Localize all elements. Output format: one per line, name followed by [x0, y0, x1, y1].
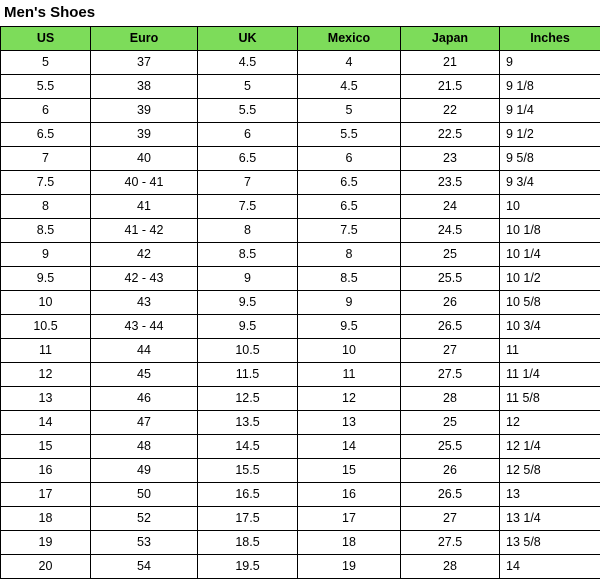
cell-inches: 9 1/8	[500, 75, 600, 99]
cell-mexico: 11	[298, 363, 401, 387]
cell-euro: 45	[91, 363, 198, 387]
cell-euro: 39	[91, 123, 198, 147]
cell-inches: 10 1/4	[500, 243, 600, 267]
cell-mexico: 9.5	[298, 315, 401, 339]
table-row	[1, 483, 600, 507]
cell-us: 5.5	[1, 75, 91, 99]
table-row	[1, 195, 600, 219]
cell-mexico: 5.5	[298, 123, 401, 147]
table-row	[1, 267, 600, 291]
cell-uk: 14.5	[198, 435, 298, 459]
cell-euro: 50	[91, 483, 198, 507]
table-row	[1, 339, 600, 363]
cell-japan: 23.5	[401, 171, 500, 195]
cell-euro: 41 - 42	[91, 219, 198, 243]
cell-euro: 52	[91, 507, 198, 531]
cell-uk: 8	[198, 219, 298, 243]
cell-euro: 42	[91, 243, 198, 267]
cell-uk: 13.5	[198, 411, 298, 435]
cell-uk: 15.5	[198, 459, 298, 483]
cell-mexico: 7.5	[298, 219, 401, 243]
cell-euro: 47	[91, 411, 198, 435]
cell-us: 8	[1, 195, 91, 219]
cell-uk: 7.5	[198, 195, 298, 219]
cell-us: 10.5	[1, 315, 91, 339]
table-row	[1, 147, 600, 171]
column-header-euro: Euro	[91, 27, 198, 51]
cell-japan: 27	[401, 339, 500, 363]
cell-inches: 10 1/8	[500, 219, 600, 243]
cell-euro: 46	[91, 387, 198, 411]
cell-japan: 25	[401, 411, 500, 435]
cell-mexico: 9	[298, 291, 401, 315]
column-header-inches: Inches	[500, 27, 600, 51]
cell-inches: 11	[500, 339, 600, 363]
cell-japan: 25	[401, 243, 500, 267]
cell-mexico: 19	[298, 555, 401, 579]
cell-inches: 10 3/4	[500, 315, 600, 339]
cell-us: 7.5	[1, 171, 91, 195]
cell-euro: 53	[91, 531, 198, 555]
cell-inches: 13 1/4	[500, 507, 600, 531]
cell-japan: 26.5	[401, 315, 500, 339]
cell-japan: 21	[401, 51, 500, 75]
table-row	[1, 243, 600, 267]
cell-japan: 25.5	[401, 267, 500, 291]
cell-inches: 9 1/2	[500, 123, 600, 147]
cell-us: 18	[1, 507, 91, 531]
cell-japan: 28	[401, 555, 500, 579]
cell-uk: 18.5	[198, 531, 298, 555]
cell-inches: 11 1/4	[500, 363, 600, 387]
cell-euro: 40 - 41	[91, 171, 198, 195]
table-row	[1, 555, 600, 579]
table-row	[1, 387, 600, 411]
column-header-us: US	[1, 27, 91, 51]
cell-us: 7	[1, 147, 91, 171]
cell-euro: 43 - 44	[91, 315, 198, 339]
cell-mexico: 8	[298, 243, 401, 267]
cell-japan: 26	[401, 459, 500, 483]
cell-uk: 11.5	[198, 363, 298, 387]
cell-inches: 10	[500, 195, 600, 219]
cell-inches: 12 5/8	[500, 459, 600, 483]
cell-us: 13	[1, 387, 91, 411]
cell-uk: 4.5	[198, 51, 298, 75]
cell-uk: 17.5	[198, 507, 298, 531]
cell-us: 10	[1, 291, 91, 315]
cell-inches: 9	[500, 51, 600, 75]
cell-mexico: 5	[298, 99, 401, 123]
cell-us: 8.5	[1, 219, 91, 243]
cell-euro: 39	[91, 99, 198, 123]
cell-inches: 14	[500, 555, 600, 579]
cell-euro: 44	[91, 339, 198, 363]
cell-mexico: 6.5	[298, 195, 401, 219]
cell-mexico: 6	[298, 147, 401, 171]
cell-japan: 21.5	[401, 75, 500, 99]
cell-mexico: 16	[298, 483, 401, 507]
cell-us: 20	[1, 555, 91, 579]
cell-us: 16	[1, 459, 91, 483]
table-header	[1, 27, 600, 51]
cell-japan: 26	[401, 291, 500, 315]
cell-mexico: 14	[298, 435, 401, 459]
table-row	[1, 315, 600, 339]
cell-euro: 49	[91, 459, 198, 483]
table-row	[1, 435, 600, 459]
cell-inches: 11 5/8	[500, 387, 600, 411]
cell-japan: 26.5	[401, 483, 500, 507]
cell-uk: 12.5	[198, 387, 298, 411]
cell-japan: 28	[401, 387, 500, 411]
cell-mexico: 17	[298, 507, 401, 531]
cell-japan: 23	[401, 147, 500, 171]
cell-uk: 9	[198, 267, 298, 291]
cell-uk: 19.5	[198, 555, 298, 579]
table-row	[1, 507, 600, 531]
cell-japan: 27.5	[401, 363, 500, 387]
cell-uk: 6.5	[198, 147, 298, 171]
cell-inches: 13	[500, 483, 600, 507]
cell-us: 12	[1, 363, 91, 387]
cell-mexico: 4.5	[298, 75, 401, 99]
cell-japan: 24	[401, 195, 500, 219]
table-row	[1, 99, 600, 123]
cell-inches: 10 5/8	[500, 291, 600, 315]
cell-euro: 54	[91, 555, 198, 579]
cell-us: 6	[1, 99, 91, 123]
cell-japan: 25.5	[401, 435, 500, 459]
cell-mexico: 6.5	[298, 171, 401, 195]
cell-inches: 10 1/2	[500, 267, 600, 291]
cell-us: 17	[1, 483, 91, 507]
table-row	[1, 363, 600, 387]
cell-us: 14	[1, 411, 91, 435]
cell-inches: 12	[500, 411, 600, 435]
table-body	[1, 51, 600, 579]
cell-uk: 8.5	[198, 243, 298, 267]
shoe-size-table	[0, 26, 600, 579]
table-row	[1, 75, 600, 99]
table-row	[1, 123, 600, 147]
cell-euro: 37	[91, 51, 198, 75]
cell-uk: 9.5	[198, 291, 298, 315]
cell-mexico: 12	[298, 387, 401, 411]
cell-us: 6.5	[1, 123, 91, 147]
cell-inches: 9 3/4	[500, 171, 600, 195]
cell-uk: 16.5	[198, 483, 298, 507]
table-row	[1, 51, 600, 75]
cell-uk: 6	[198, 123, 298, 147]
cell-us: 9.5	[1, 267, 91, 291]
cell-inches: 9 1/4	[500, 99, 600, 123]
cell-japan: 27	[401, 507, 500, 531]
table-row	[1, 459, 600, 483]
cell-inches: 13 5/8	[500, 531, 600, 555]
column-header-japan: Japan	[401, 27, 500, 51]
cell-inches: 9 5/8	[500, 147, 600, 171]
cell-euro: 38	[91, 75, 198, 99]
cell-mexico: 18	[298, 531, 401, 555]
cell-mexico: 15	[298, 459, 401, 483]
table-row	[1, 411, 600, 435]
cell-us: 11	[1, 339, 91, 363]
cell-inches: 12 1/4	[500, 435, 600, 459]
cell-uk: 5	[198, 75, 298, 99]
cell-euro: 40	[91, 147, 198, 171]
column-header-mexico: Mexico	[298, 27, 401, 51]
table-row	[1, 171, 600, 195]
cell-euro: 43	[91, 291, 198, 315]
cell-euro: 42 - 43	[91, 267, 198, 291]
cell-us: 5	[1, 51, 91, 75]
page-title: Men's Shoes	[0, 0, 600, 26]
cell-mexico: 8.5	[298, 267, 401, 291]
cell-japan: 27.5	[401, 531, 500, 555]
table-header-row	[1, 27, 600, 51]
cell-japan: 24.5	[401, 219, 500, 243]
cell-euro: 48	[91, 435, 198, 459]
cell-uk: 5.5	[198, 99, 298, 123]
cell-japan: 22.5	[401, 123, 500, 147]
cell-mexico: 10	[298, 339, 401, 363]
cell-mexico: 4	[298, 51, 401, 75]
column-header-uk: UK	[198, 27, 298, 51]
cell-us: 19	[1, 531, 91, 555]
table-row	[1, 531, 600, 555]
cell-japan: 22	[401, 99, 500, 123]
cell-mexico: 13	[298, 411, 401, 435]
cell-us: 9	[1, 243, 91, 267]
table-row	[1, 219, 600, 243]
cell-euro: 41	[91, 195, 198, 219]
table-row	[1, 291, 600, 315]
cell-us: 15	[1, 435, 91, 459]
cell-uk: 9.5	[198, 315, 298, 339]
cell-uk: 7	[198, 171, 298, 195]
cell-uk: 10.5	[198, 339, 298, 363]
